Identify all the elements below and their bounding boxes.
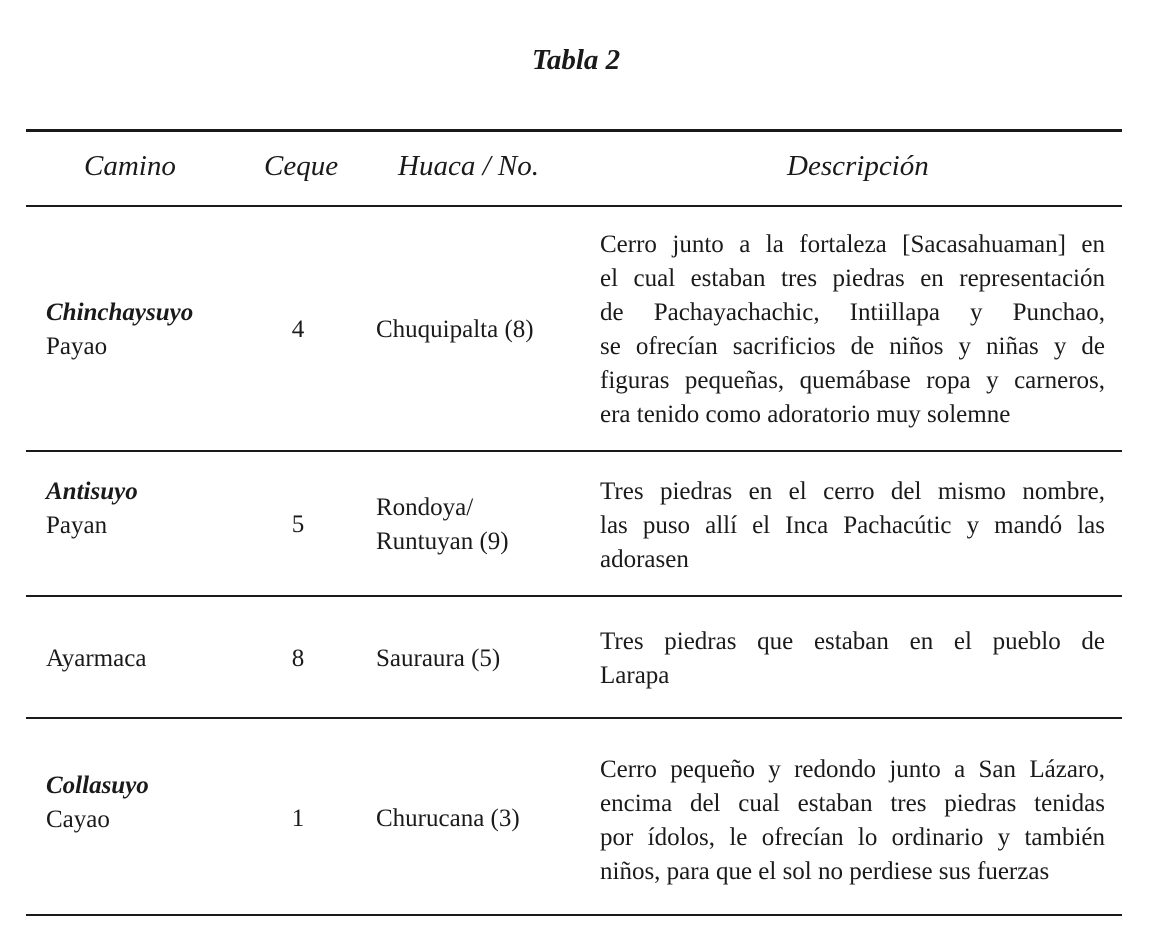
camino-sub: Payan — [46, 512, 108, 539]
description-line: figuras pequeñas, quemábase ropa y carneros, — [600, 367, 1105, 394]
huaca-line: Chuquipalta (8) — [376, 316, 534, 343]
camino-sub: Payao — [46, 333, 108, 360]
ceque-cell: 4 — [291, 316, 305, 343]
camino-sub: Ayarmaca — [46, 645, 147, 672]
ceque-cell: 1 — [291, 805, 305, 832]
bottom-rule — [26, 914, 1122, 916]
huaca-cell — [376, 491, 509, 559]
row-divider — [26, 717, 1122, 719]
camino-cell — [46, 475, 138, 543]
table-title: Tabla 2 — [531, 44, 621, 76]
header-descripcion: Descripción — [787, 150, 929, 182]
description-line: se ofrecían sacrificios de niños y niñas y de — [600, 333, 1105, 360]
huaca-line: Rondoya/ — [376, 494, 474, 521]
description-line: el cual estaban tres piedras en representación — [600, 265, 1105, 292]
description-cell — [600, 753, 1105, 889]
description-cell — [600, 625, 1105, 693]
description-line: por ídolos, le ofrecían lo ordinario y también — [600, 824, 1105, 851]
description-line: Tres piedras en el cerro del mismo nombre, — [600, 478, 1105, 505]
camino-cell — [46, 769, 149, 837]
huaca-cell — [376, 802, 520, 836]
description-line: Tres piedras que estaban en el pueblo de — [600, 628, 1105, 655]
row-divider — [26, 595, 1122, 597]
description-line: Larapa — [600, 662, 670, 689]
header-huaca: Huaca / No. — [398, 150, 539, 182]
description-line: de Pachayachachic, Intiillapa y Punchao, — [600, 299, 1105, 326]
description-line: niños, para que el sol no perdiese sus fuerzas — [600, 858, 1050, 885]
header-camino: Camino — [84, 150, 176, 182]
description-line: las puso allí el Inca Pachacútic y mandó las — [600, 512, 1105, 539]
huaca-cell — [376, 313, 534, 347]
description-line: encima del cual estaban tres piedras tenidas — [600, 790, 1105, 817]
camino-sub: Cayao — [46, 806, 110, 833]
top-rule — [26, 129, 1122, 132]
header-ceque: Ceque — [264, 150, 339, 182]
huaca-line: Churucana (3) — [376, 805, 520, 832]
ceque-cell: 5 — [291, 511, 305, 538]
camino-cell — [46, 296, 193, 364]
description-cell — [600, 475, 1105, 577]
huaca-cell — [376, 642, 500, 676]
description-cell — [600, 228, 1105, 432]
row-divider — [26, 450, 1122, 452]
huaca-line: Sauraura (5) — [376, 645, 501, 672]
header-rule — [26, 205, 1122, 207]
camino-name: Collasuyo — [46, 772, 149, 799]
camino-name: Antisuyo — [46, 478, 138, 505]
description-line: era tenido como adoratorio muy solemne — [600, 401, 1011, 428]
huaca-line: Runtuyan (9) — [376, 528, 509, 555]
ceque-cell: 8 — [291, 645, 305, 672]
description-line: Cerro pequeño y redondo junto a San Lázaro, — [600, 756, 1105, 783]
description-line: Cerro junto a la fortaleza [Sacasahuaman] en — [600, 231, 1105, 258]
camino-cell — [46, 642, 146, 676]
camino-name: Chinchaysuyo — [46, 299, 194, 326]
description-line: adorasen — [600, 546, 689, 573]
